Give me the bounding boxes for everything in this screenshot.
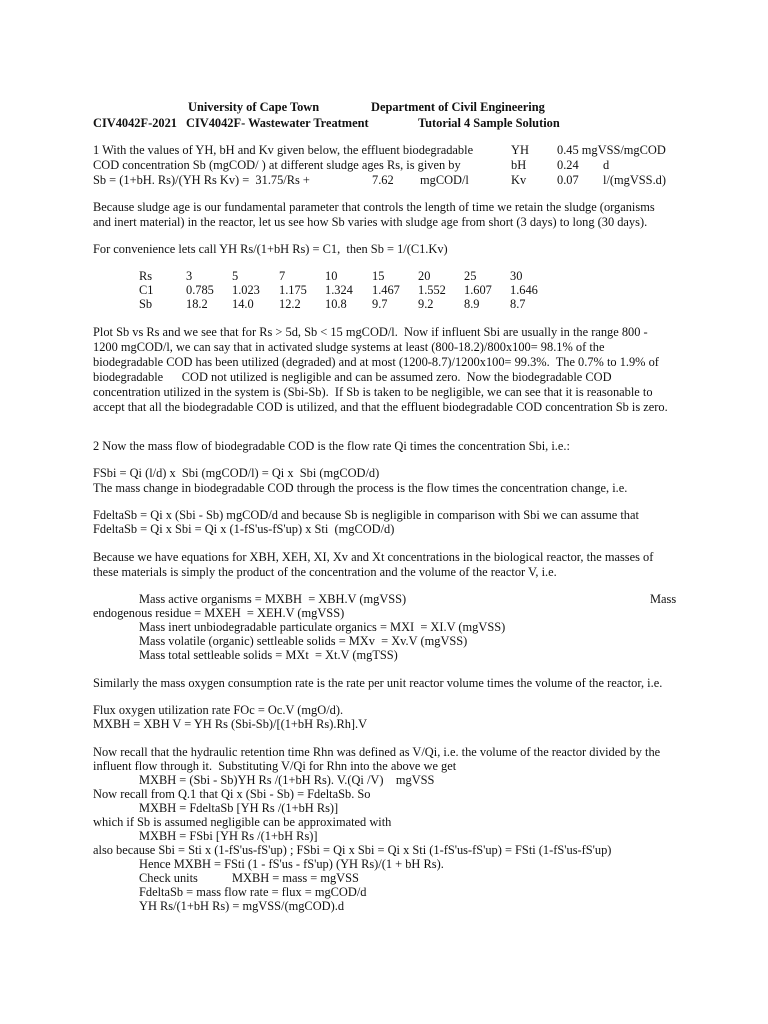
table-cell: 1.175 <box>279 283 307 297</box>
equation-line: Mass active organisms = MXBH = XBH.V (mgVSS) <box>139 592 407 606</box>
paragraph-line: The mass change in biodegradable COD through the process is the flow times the concentration change, i.e. <box>93 481 628 495</box>
table-cell: 1.324 <box>325 283 353 297</box>
table-cell: 8.9 <box>464 297 480 311</box>
table-cell: 1.467 <box>372 283 400 297</box>
course-code: CIV4042F-2021 <box>93 116 177 130</box>
equation-line: MXBH = XBH V = YH Rs (Sbi-Sb)/[(1+bH Rs).Rh].V <box>93 717 368 731</box>
q1-line-3: Sb = (1+bH. Rs)/(YH Rs Kv) = 31.75/Rs + <box>93 173 310 187</box>
paragraph-line: accept that all the biodegradable COD is utilized, and that the effluent biodegradable COD concentration Sb is zero. <box>93 400 668 414</box>
equation-line: Flux oxygen utilization rate FOc = Oc.V (mgO/d). <box>93 703 344 717</box>
param-value: 0.45 mgVSS/mgCOD <box>557 143 666 157</box>
table-cell: 10.8 <box>325 297 347 311</box>
tutorial-title: Tutorial 4 Sample Solution <box>418 116 560 130</box>
equation-line: FdeltaSb = mass flow rate = flux = mgCOD/d <box>139 885 367 899</box>
department-name: Department of Civil Engineering <box>371 100 545 114</box>
paragraph-line: biodegradable COD has been utilized (degraded) and at most (1200-8.7)/1200x100= 99.3%. The 0.7% to 1.9% of <box>93 355 659 369</box>
table-cell: 1.607 <box>464 283 492 297</box>
paragraph-line: influent flow through it. Substituting V/Qi for Rhn into the above we get <box>93 759 457 773</box>
param-value: 0.24 <box>557 158 579 172</box>
paragraph-line: Because sludge age is our fundamental parameter that controls the length of time we retain the sludge (organisms <box>93 200 655 214</box>
table-cell: 1.552 <box>418 283 446 297</box>
table-cell: 14.0 <box>232 297 254 311</box>
table-cell: 9.7 <box>372 297 388 311</box>
table-cell: 30 <box>510 269 523 283</box>
q1-line-3-constant: 7.62 <box>372 173 394 187</box>
table-cell: C1 <box>139 283 154 297</box>
equation-line: Mass inert unbiodegradable particulate organics = MXI = XI.V (mgVSS) <box>139 620 506 634</box>
param-value: 0.07 <box>557 173 579 187</box>
equation-line: endogenous residue = MXEH = XEH.V (mgVSS) <box>93 606 345 620</box>
paragraph-line: which if Sb is assumed negligible can be approximated with <box>93 815 392 829</box>
equation-line: YH Rs/(1+bH Rs) = mgVSS/(mgCOD).d <box>139 899 345 913</box>
q1-line-2: COD concentration Sb (mgCOD/ ) at different sludge ages Rs, is given by <box>93 158 461 172</box>
table-cell: 7 <box>279 269 286 283</box>
table-cell: 3 <box>186 269 193 283</box>
course-title: CIV4042F- Wastewater Treatment <box>186 116 369 130</box>
table-cell: 10 <box>325 269 338 283</box>
paragraph-line: these materials is simply the product of the concentration and the volume of the reactor V, i.e. <box>93 565 557 579</box>
q1-line-3-unit: mgCOD/l <box>420 173 469 187</box>
equation-line: MXBH = (Sbi - Sb)YH Rs /(1+bH Rs). V.(Qi /V) mgVSS <box>139 773 435 787</box>
equation-line: MXBH = FSbi [YH Rs /(1+bH Rs)] <box>139 829 318 843</box>
university-name: University of Cape Town <box>188 100 320 114</box>
table-cell: 9.2 <box>418 297 434 311</box>
paragraph-line: FdeltaSb = Qi x (Sbi - Sb) mgCOD/d and because Sb is negligible in comparison with Sbi we can assume that <box>93 508 639 522</box>
table-cell: Rs <box>139 269 153 283</box>
table-cell: 1.646 <box>510 283 538 297</box>
paragraph-line: and inert material) in the reactor, let us see how Sb varies with sludge age from short (3 days) to long (30 days). <box>93 215 648 229</box>
paragraph-line: Plot Sb vs Rs and we see that for Rs > 5d, Sb < 15 mgCOD/l. Now if influent Sbi are usually in the range 800 - <box>93 325 648 339</box>
table-cell: 15 <box>372 269 385 283</box>
paragraph-line: Now recall that the hydraulic retention time Rhn was defined as V/Qi, i.e. the volume of the reactor divided by the <box>93 745 661 759</box>
equation-line: Hence MXBH = FSti (1 - fS'us - fS'up) (YH Rs)/(1 + bH Rs). <box>139 857 444 871</box>
equation-line: Mass volatile (organic) settleable solids = MXv = Xv.V (mgVSS) <box>139 634 468 648</box>
table-cell: 0.785 <box>186 283 214 297</box>
param-unit: d <box>603 158 610 172</box>
table-cell: 12.2 <box>279 297 301 311</box>
table-cell: 18.2 <box>186 297 208 311</box>
paragraph-line: Similarly the mass oxygen consumption rate is the rate per unit reactor volume times the volume of the reactor, i.e. <box>93 676 663 690</box>
param-unit: l/(mgVSS.d) <box>603 173 666 187</box>
table-cell: 1.023 <box>232 283 260 297</box>
paragraph-line: Now recall from Q.1 that Qi x (Sbi - Sb) = FdeltaSb. So <box>93 787 371 801</box>
table-cell: Sb <box>139 297 153 311</box>
equation-line: Mass total settleable solids = MXt = Xt.V (mgTSS) <box>139 648 398 662</box>
equation-line: FSbi = Qi (l/d) x Sbi (mgCOD/l) = Qi x Sbi (mgCOD/d) <box>93 466 380 480</box>
equation-line: MXBH = FdeltaSb [YH Rs /(1+bH Rs)] <box>139 801 339 815</box>
paragraph-line: concentration utilized in the system is (Sbi-Sb). If Sb is taken to be negligible, we can see that it is reasonable to <box>93 385 653 399</box>
q2-intro: 2 Now the mass flow of biodegradable COD is the flow rate Qi times the concentration Sbi, i.e.: <box>93 439 570 453</box>
table-cell: 8.7 <box>510 297 526 311</box>
equation-line: FdeltaSb = Qi x Sbi = Qi x (1-fS'us-fS'up) x Sti (mgCOD/d) <box>93 522 395 536</box>
param-name: Kv <box>511 173 527 187</box>
paragraph-line: also because Sbi = Sti x (1-fS'us-fS'up) ; FSbi = Qi x Sbi = Qi x Sti (1-fS'us-fS'up) = FSti (1-fS'us-fS'up) <box>93 843 612 857</box>
equation-line: Mass <box>650 592 677 606</box>
paragraph-line: Because we have equations for XBH, XEH, XI, Xv and Xt concentrations in the biological reactor, the masses of <box>93 550 654 564</box>
paragraph-line: 1200 mgCOD/l, we can say that in activated sludge systems at least (800-18.2)/800x100= 98.1% of the <box>93 340 605 354</box>
param-name: YH <box>511 143 529 157</box>
equation-line: Check units <box>139 871 198 885</box>
q1-line-1: 1 With the values of YH, bH and Kv given below, the effluent biodegradable <box>93 143 474 157</box>
paragraph-line: biodegradable COD not utilized is negligible and can be assumed zero. Now the biodegradable COD <box>93 370 612 384</box>
param-name: bH <box>511 158 527 172</box>
convenience-line: For convenience lets call YH Rs/(1+bH Rs) = C1, then Sb = 1/(C1.Kv) <box>93 242 448 256</box>
table-cell: 20 <box>418 269 431 283</box>
table-cell: 25 <box>464 269 477 283</box>
equation-line: MXBH = mass = mgVSS <box>232 871 359 885</box>
table-cell: 5 <box>232 269 239 283</box>
